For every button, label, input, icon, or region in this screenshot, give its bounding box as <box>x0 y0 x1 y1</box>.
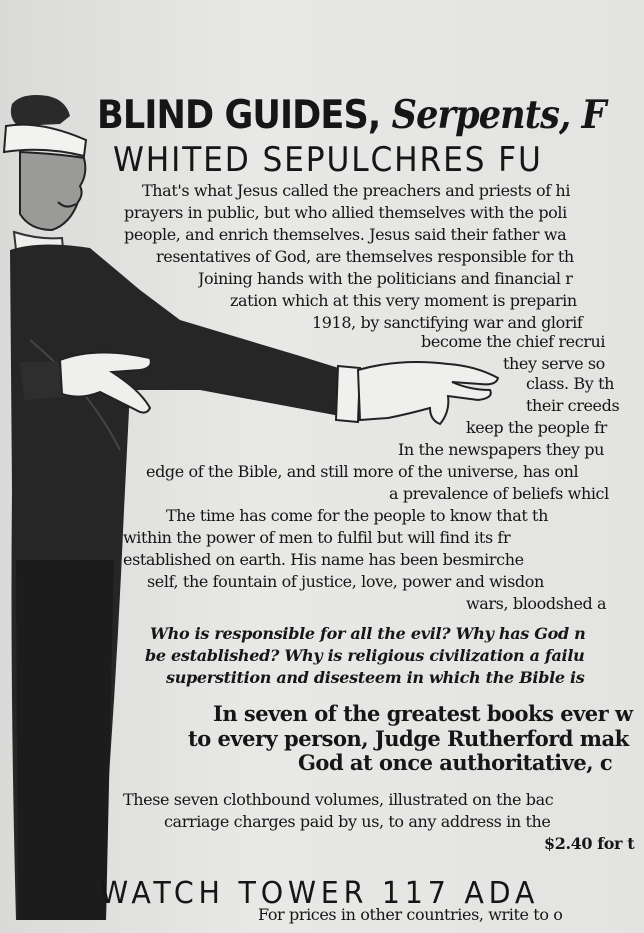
blindfold <box>4 125 86 156</box>
body-line: resentatives of God, are themselves responsible for th <box>156 247 574 266</box>
body-line: they serve so <box>503 354 605 373</box>
headline-line-1 <box>97 92 644 138</box>
body-line: within the power of men to fulfil but will find its fr <box>123 528 511 547</box>
body-line: self, the fountain of justice, love, power and wisdon <box>147 572 544 591</box>
headline-line-2: WHITED SEPULCHRES FU <box>113 140 543 180</box>
body-line: class. By th <box>526 374 615 393</box>
right-hand <box>358 362 498 424</box>
italic-line: superstition and disesteem in which the Bible is <box>166 668 585 687</box>
foreign-prices-line: For prices in other countries, write to o <box>258 905 563 924</box>
body-line: Joining hands with the politicians and financial r <box>198 269 573 288</box>
body-line: prayers in public, but who allied themselves with the poli <box>124 203 567 222</box>
offer-line: carriage charges paid by us, to any address in the <box>164 812 551 831</box>
body-line: In the newspapers they pu <box>398 440 604 459</box>
body-line: The time has come for the people to know that th <box>166 506 548 525</box>
body-line: keep the people fr <box>466 418 607 437</box>
headline-serpents: Serpents, F <box>391 92 606 138</box>
trousers <box>16 560 114 920</box>
italic-line: be established? Why is religious civilization a failu <box>145 646 585 665</box>
offer-line: These seven clothbound volumes, illustrated on the bac <box>123 790 554 809</box>
body-line: people, and enrich themselves. Jesus said their father wa <box>124 225 567 244</box>
headline-blind-guides: BLIND GUIDES, <box>97 93 392 138</box>
body-line: established on earth. His name has been besmirche <box>123 550 524 569</box>
body-line: become the chief recrui <box>421 332 606 351</box>
bold-line: In seven of the greatest books ever w <box>213 701 633 726</box>
italic-line: Who is responsible for all the evil? Why has God n <box>150 624 586 643</box>
body-line: a prevalence of beliefs whicl <box>389 484 609 503</box>
offer-line: $2.40 for t <box>544 834 635 853</box>
bold-line: God at once authoritative, c <box>298 750 613 775</box>
body-line: That's what Jesus called the preachers and priests of hi <box>142 181 571 200</box>
face <box>20 152 85 230</box>
body-line: 1918, by sanctifying war and glorif <box>312 313 583 332</box>
body-line: zation which at this very moment is preparin <box>230 291 577 310</box>
watch-tower-footer: WATCH TOWER 117 ADA <box>100 876 540 911</box>
hair <box>11 95 70 126</box>
body-line: their creeds <box>526 396 620 415</box>
bold-line: to every person, Judge Rutherford mak <box>188 726 629 751</box>
body-line: edge of the Bible, and still more of the universe, has onl <box>146 462 579 481</box>
body-line: wars, bloodshed a <box>466 594 607 613</box>
